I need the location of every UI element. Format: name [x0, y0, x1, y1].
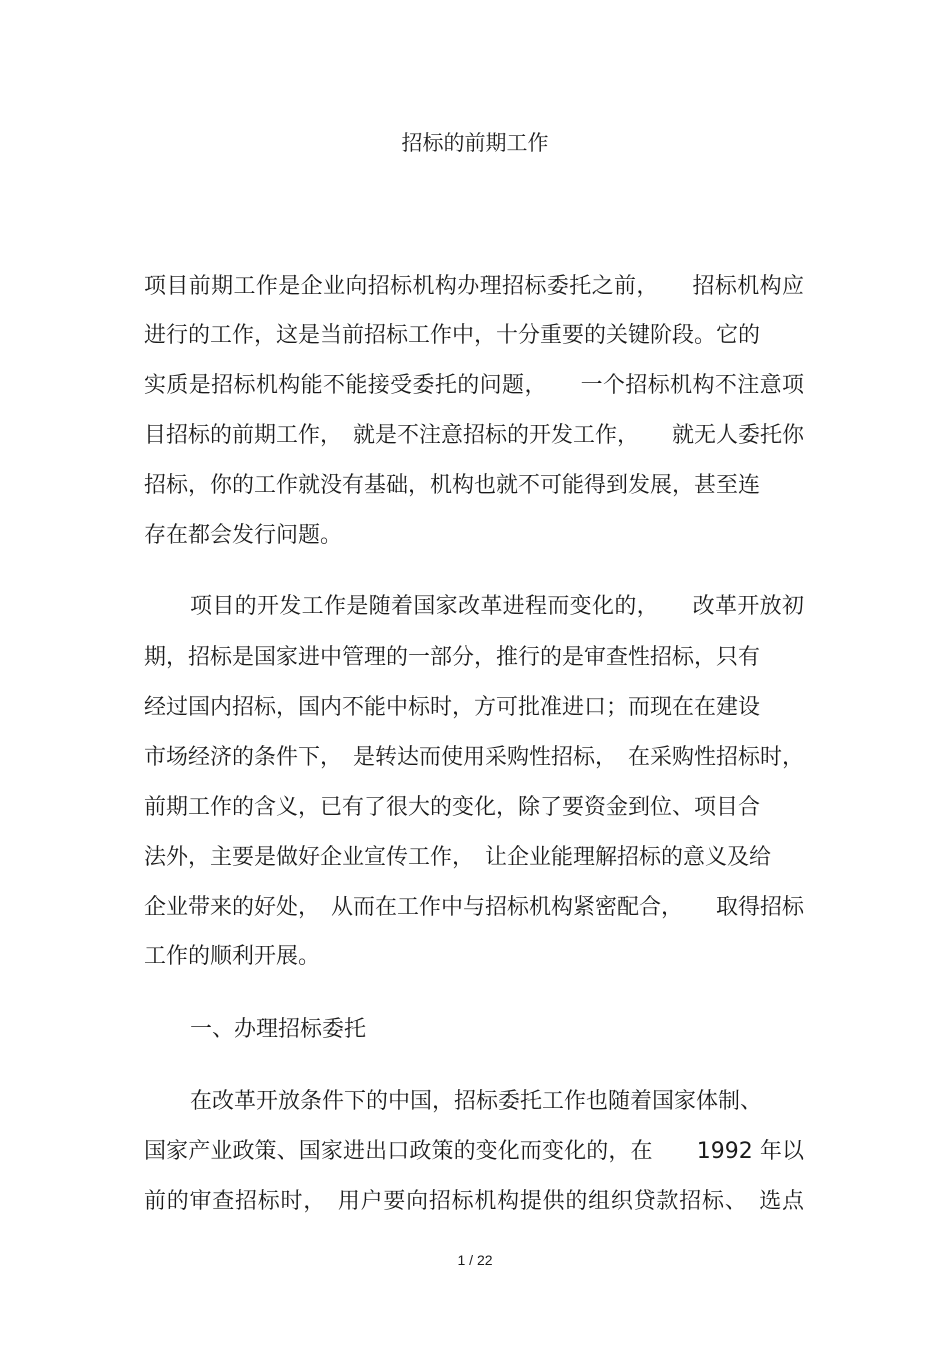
text-line: 存在都会发行问题。 [144, 523, 343, 548]
page-number: 1 / 22 [457, 1252, 493, 1268]
text-line: 进行的工作，这是当前招标工作中，十分重要的关键阶段。它的 [144, 323, 761, 348]
text-line: 法外，主要是做好企业宣传工作， 让企业能理解招标的意义及给 [144, 845, 772, 870]
text-line: 项目前期工作是企业向招标机构办理招标委托之前， 招标机构应 [144, 274, 804, 299]
text-line: 目招标的前期工作， 就是不注意招标的开发工作， 就无人委托你 [144, 423, 805, 448]
text-line: 期，招标是国家进中管理的一部分，推行的是审查性招标，只有 [144, 645, 761, 670]
text-line: 国家产业政策、国家进出口政策的变化而变化的，在 1992 年以 [144, 1139, 804, 1164]
text-line: 项目的开发工作是随着国家改革进程而变化的， 改革开放初 [190, 594, 804, 619]
text-line: 在改革开放条件下的中国，招标委托工作也随着国家体制、 [190, 1089, 763, 1114]
text-line: 招标，你的工作就没有基础，机构也就不可能得到发展，甚至连 [144, 473, 761, 498]
text-line: 实质是招标机构能不能接受委托的问题， 一个招标机构不注意项 [144, 373, 804, 398]
text-line: 企业带来的好处， 从而在工作中与招标机构紧密配合， 取得招标 [144, 895, 805, 920]
text-line: 市场经济的条件下， 是转达而使用采购性招标， 在采购性招标时， [144, 745, 805, 770]
section-heading: 一、办理招标委托 [190, 1017, 367, 1042]
text-line: 前的审查招标时， 用户要向招标机构提供的组织贷款招标、 选点 [144, 1189, 804, 1214]
text-line: 工作的顺利开展。 [144, 944, 321, 969]
document-title: 招标的前期工作 [401, 131, 549, 155]
text-line: 前期工作的含义，已有了很大的变化，除了要资金到位、项目合 [144, 795, 761, 820]
text-line: 经过国内招标，国内不能中标时，方可批准进口；而现在在建设 [144, 695, 761, 720]
